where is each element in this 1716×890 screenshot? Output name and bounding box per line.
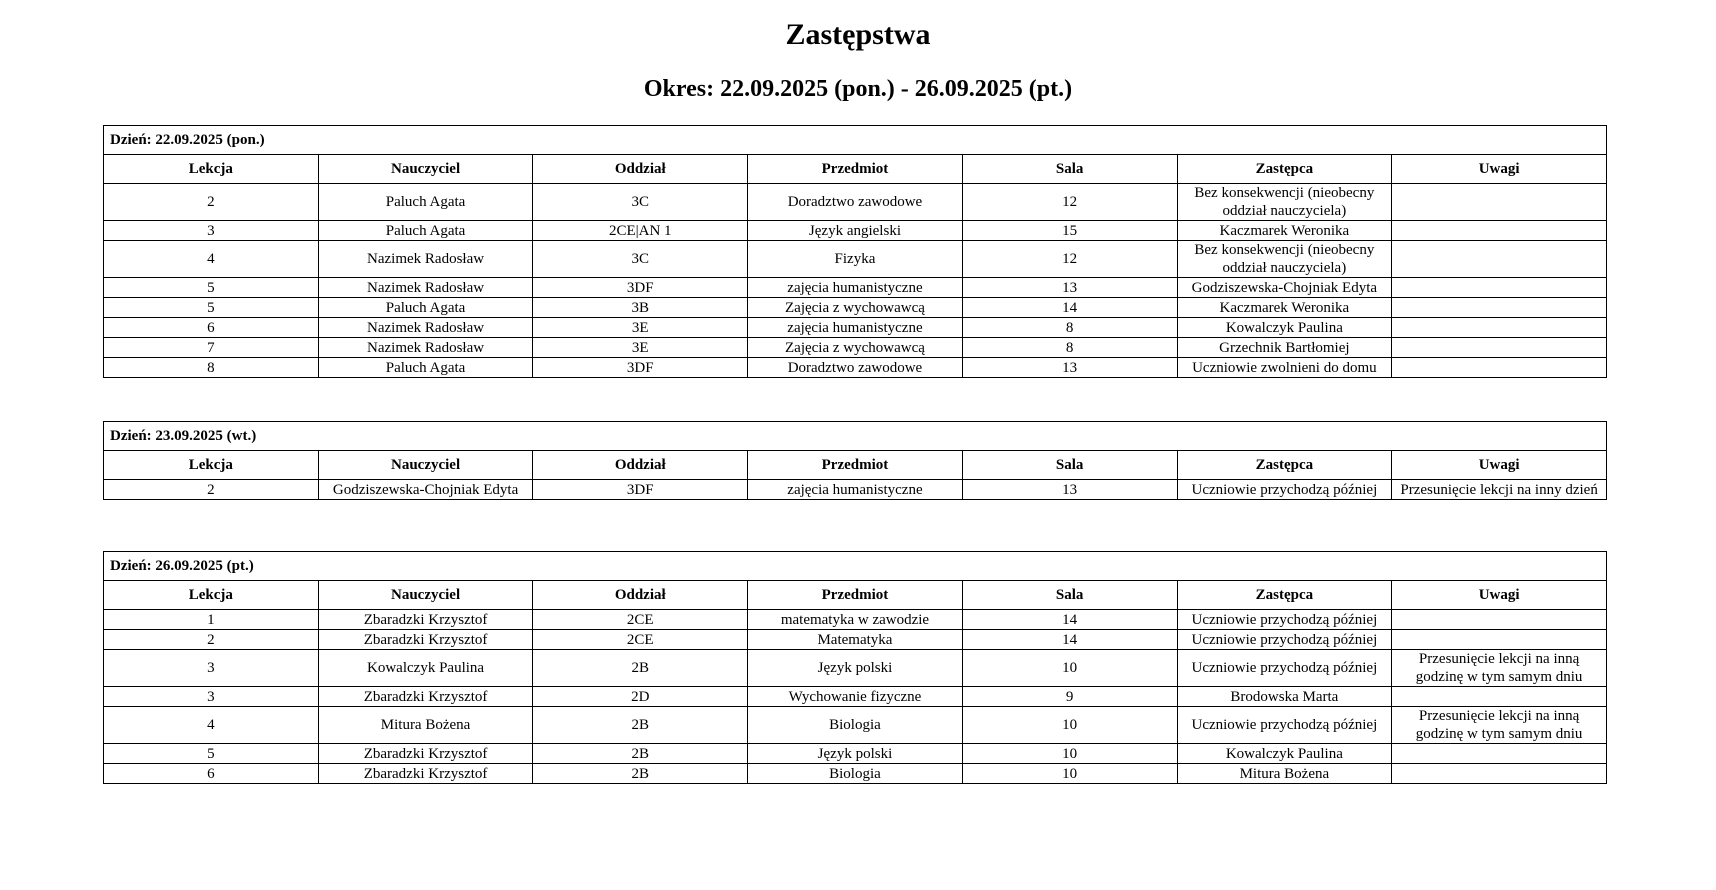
cell-class: 3DF — [533, 480, 748, 500]
cell-teacher: Godziszewska-Chojniak Edyta — [318, 480, 533, 500]
column-header-row — [104, 581, 1607, 610]
cell-notes — [1392, 630, 1607, 650]
cell-notes — [1392, 764, 1607, 784]
cell-room: 12 — [962, 241, 1177, 278]
cell-class: 2B — [533, 764, 748, 784]
cell-class: 3C — [533, 184, 748, 221]
column-header-notes: Uwagi — [1392, 581, 1607, 610]
day-label: Dzień: 22.09.2025 (pon.) — [104, 126, 1607, 155]
cell-subject: Zajęcia z wychowawcą — [748, 298, 963, 318]
cell-notes — [1392, 221, 1607, 241]
table-row — [104, 298, 1607, 318]
cell-room: 12 — [962, 184, 1177, 221]
cell-teacher: Paluch Agata — [318, 358, 533, 378]
day-header-row — [104, 552, 1607, 581]
cell-lesson: 5 — [104, 278, 319, 298]
cell-teacher: Nazimek Radosław — [318, 338, 533, 358]
cell-substitute: Uczniowie przychodzą później — [1177, 707, 1392, 744]
cell-teacher: Zbaradzki Krzysztof — [318, 764, 533, 784]
cell-teacher: Paluch Agata — [318, 298, 533, 318]
day-table — [103, 551, 1607, 784]
cell-lesson: 3 — [104, 650, 319, 687]
cell-lesson: 2 — [104, 184, 319, 221]
cell-subject: Doradztwo zawodowe — [748, 184, 963, 221]
cell-notes — [1392, 338, 1607, 358]
cell-teacher: Mitura Bożena — [318, 707, 533, 744]
cell-class: 3E — [533, 318, 748, 338]
cell-teacher: Zbaradzki Krzysztof — [318, 610, 533, 630]
cell-lesson: 2 — [104, 630, 319, 650]
column-header-room: Sala — [962, 581, 1177, 610]
cell-subject: Język polski — [748, 744, 963, 764]
table-row — [104, 610, 1607, 630]
cell-subject: Matematyka — [748, 630, 963, 650]
column-header-room: Sala — [962, 155, 1177, 184]
cell-notes — [1392, 318, 1607, 338]
table-row — [104, 358, 1607, 378]
cell-substitute: Kaczmarek Weronika — [1177, 298, 1392, 318]
cell-lesson: 1 — [104, 610, 319, 630]
column-header-lesson: Lekcja — [104, 451, 319, 480]
table-row — [104, 707, 1607, 744]
cell-class: 3DF — [533, 358, 748, 378]
column-header-subject: Przedmiot — [748, 581, 963, 610]
cell-teacher: Nazimek Radosław — [318, 241, 533, 278]
cell-room: 8 — [962, 318, 1177, 338]
cell-substitute: Godziszewska-Chojniak Edyta — [1177, 278, 1392, 298]
cell-subject: Biologia — [748, 764, 963, 784]
cell-substitute: Brodowska Marta — [1177, 687, 1392, 707]
cell-room: 9 — [962, 687, 1177, 707]
column-header-class: Oddział — [533, 155, 748, 184]
cell-substitute: Uczniowie przychodzą później — [1177, 650, 1392, 687]
cell-class: 3C — [533, 241, 748, 278]
day-header-row — [104, 422, 1607, 451]
cell-room: 14 — [962, 630, 1177, 650]
cell-subject: matematyka w zawodzie — [748, 610, 963, 630]
cell-class: 2CE|AN 1 — [533, 221, 748, 241]
cell-class: 2CE — [533, 610, 748, 630]
cell-teacher: Zbaradzki Krzysztof — [318, 744, 533, 764]
cell-room: 10 — [962, 650, 1177, 687]
table-row — [104, 278, 1607, 298]
column-header-teacher: Nauczyciel — [318, 581, 533, 610]
cell-lesson: 4 — [104, 241, 319, 278]
cell-substitute: Uczniowie przychodzą później — [1177, 480, 1392, 500]
column-header-row — [104, 155, 1607, 184]
cell-class: 2B — [533, 744, 748, 764]
table-row — [104, 338, 1607, 358]
cell-class: 3B — [533, 298, 748, 318]
cell-room: 13 — [962, 278, 1177, 298]
cell-teacher: Zbaradzki Krzysztof — [318, 630, 533, 650]
cell-lesson: 8 — [104, 358, 319, 378]
day-label: Dzień: 23.09.2025 (wt.) — [104, 422, 1607, 451]
cell-subject: zajęcia humanistyczne — [748, 480, 963, 500]
column-header-subject: Przedmiot — [748, 155, 963, 184]
cell-room: 13 — [962, 358, 1177, 378]
day-label: Dzień: 26.09.2025 (pt.) — [104, 552, 1607, 581]
table-row — [104, 764, 1607, 784]
table-row — [104, 241, 1607, 278]
cell-lesson: 6 — [104, 764, 319, 784]
day-table — [103, 125, 1607, 378]
column-header-substitute: Zastępca — [1177, 155, 1392, 184]
cell-lesson: 3 — [104, 687, 319, 707]
cell-substitute: Uczniowie przychodzą później — [1177, 630, 1392, 650]
cell-substitute: Kowalczyk Paulina — [1177, 318, 1392, 338]
column-header-substitute: Zastępca — [1177, 451, 1392, 480]
cell-lesson: 7 — [104, 338, 319, 358]
cell-notes — [1392, 278, 1607, 298]
cell-room: 10 — [962, 744, 1177, 764]
column-header-class: Oddział — [533, 581, 748, 610]
cell-subject: Zajęcia z wychowawcą — [748, 338, 963, 358]
cell-room: 14 — [962, 610, 1177, 630]
cell-teacher: Paluch Agata — [318, 184, 533, 221]
cell-subject: zajęcia humanistyczne — [748, 278, 963, 298]
table-row — [104, 744, 1607, 764]
cell-notes — [1392, 358, 1607, 378]
column-header-lesson: Lekcja — [104, 155, 319, 184]
cell-class: 2D — [533, 687, 748, 707]
cell-room: 13 — [962, 480, 1177, 500]
table-row — [104, 687, 1607, 707]
cell-subject: Biologia — [748, 707, 963, 744]
cell-notes: Przesunięcie lekcji na inny dzień — [1392, 480, 1607, 500]
cell-substitute: Bez konsekwencji (nieobecny oddział nauczyciela) — [1177, 241, 1392, 278]
cell-room: 15 — [962, 221, 1177, 241]
table-row — [104, 184, 1607, 221]
cell-subject: Doradztwo zawodowe — [748, 358, 963, 378]
column-header-teacher: Nauczyciel — [318, 155, 533, 184]
column-header-teacher: Nauczyciel — [318, 451, 533, 480]
cell-notes — [1392, 610, 1607, 630]
column-header-notes: Uwagi — [1392, 155, 1607, 184]
cell-room: 8 — [962, 338, 1177, 358]
cell-subject: zajęcia humanistyczne — [748, 318, 963, 338]
day-header-row — [104, 126, 1607, 155]
cell-notes — [1392, 184, 1607, 221]
cell-notes — [1392, 298, 1607, 318]
column-header-lesson: Lekcja — [104, 581, 319, 610]
cell-lesson: 4 — [104, 707, 319, 744]
cell-class: 3E — [533, 338, 748, 358]
column-header-class: Oddział — [533, 451, 748, 480]
table-row — [104, 650, 1607, 687]
cell-subject: Język angielski — [748, 221, 963, 241]
cell-lesson: 5 — [104, 744, 319, 764]
cell-notes — [1392, 687, 1607, 707]
column-header-substitute: Zastępca — [1177, 581, 1392, 610]
cell-class: 2B — [533, 707, 748, 744]
page-title: Zastępstwa — [785, 18, 931, 51]
table-row — [104, 318, 1607, 338]
cell-teacher: Nazimek Radosław — [318, 318, 533, 338]
cell-room: 10 — [962, 764, 1177, 784]
cell-class: 3DF — [533, 278, 748, 298]
cell-room: 14 — [962, 298, 1177, 318]
cell-substitute: Kaczmarek Weronika — [1177, 221, 1392, 241]
cell-subject: Fizyka — [748, 241, 963, 278]
cell-teacher: Kowalczyk Paulina — [318, 650, 533, 687]
cell-teacher: Zbaradzki Krzysztof — [318, 687, 533, 707]
period-subtitle: Okres: 22.09.2025 (pon.) - 26.09.2025 (pt.) — [643, 76, 1073, 102]
cell-lesson: 2 — [104, 480, 319, 500]
cell-substitute: Kowalczyk Paulina — [1177, 744, 1392, 764]
cell-lesson: 6 — [104, 318, 319, 338]
column-header-notes: Uwagi — [1392, 451, 1607, 480]
cell-subject: Język polski — [748, 650, 963, 687]
cell-substitute: Bez konsekwencji (nieobecny oddział nauczyciela) — [1177, 184, 1392, 221]
column-header-subject: Przedmiot — [748, 451, 963, 480]
column-header-room: Sala — [962, 451, 1177, 480]
cell-subject: Wychowanie fizyczne — [748, 687, 963, 707]
cell-class: 2CE — [533, 630, 748, 650]
cell-substitute: Grzechnik Bartłomiej — [1177, 338, 1392, 358]
cell-lesson: 3 — [104, 221, 319, 241]
cell-lesson: 5 — [104, 298, 319, 318]
cell-notes — [1392, 744, 1607, 764]
cell-teacher: Nazimek Radosław — [318, 278, 533, 298]
day-table — [103, 421, 1607, 500]
cell-notes — [1392, 241, 1607, 278]
cell-room: 10 — [962, 707, 1177, 744]
table-row — [104, 480, 1607, 500]
table-row — [104, 221, 1607, 241]
column-header-row — [104, 451, 1607, 480]
cell-substitute: Uczniowie przychodzą później — [1177, 610, 1392, 630]
table-row — [104, 630, 1607, 650]
cell-substitute: Uczniowie zwolnieni do domu — [1177, 358, 1392, 378]
cell-teacher: Paluch Agata — [318, 221, 533, 241]
cell-class: 2B — [533, 650, 748, 687]
cell-substitute: Mitura Bożena — [1177, 764, 1392, 784]
cell-notes: Przesunięcie lekcji na inną godzinę w tym samym dniu — [1392, 707, 1607, 744]
cell-notes: Przesunięcie lekcji na inną godzinę w tym samym dniu — [1392, 650, 1607, 687]
